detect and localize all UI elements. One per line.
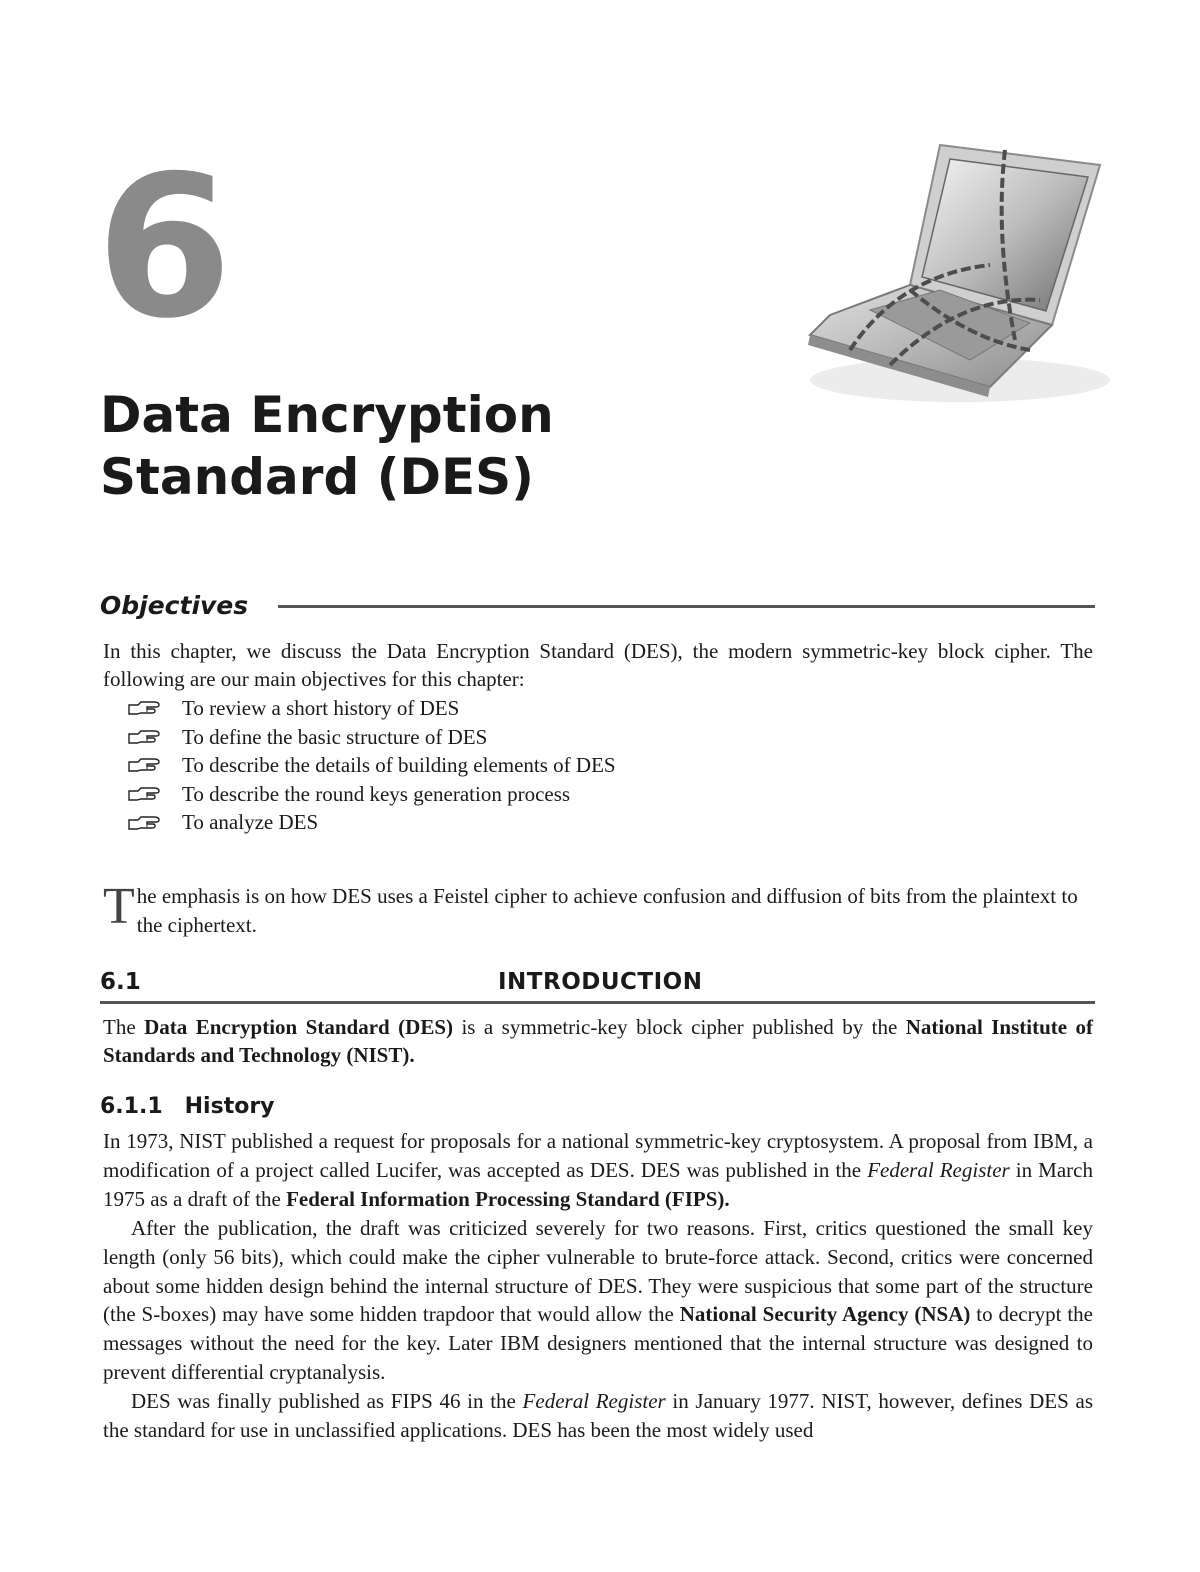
section-title: INTRODUCTION (498, 969, 703, 995)
subsection-number: 6.1.1 (100, 1094, 163, 1119)
text-run: DES was finally published as FIPS 46 in the (131, 1389, 523, 1413)
italic-term: Federal Register (867, 1158, 1010, 1182)
section-intro (103, 1013, 1093, 1069)
section-number: 6.1 (100, 969, 141, 995)
bold-term: Federal Information Processing Standard (FIPS). (286, 1187, 730, 1211)
objectives-list (128, 694, 616, 837)
text-run: After the publication, the draft was criticized severely for two reasons. First, critics questioned the small key length (only 56 bits), which could make the cipher vulnerable to brute-force attack. Second, critics were concerned about some hidden design behind the internal structure of DES. They were suspicious that some part of the structure (the S-boxes) may have some hidden trapdoor that would allow the (103, 1216, 1093, 1327)
pointing-hand-icon (128, 816, 160, 830)
history-paragraph-1 (103, 1127, 1093, 1214)
objectives-rule (278, 605, 1095, 608)
italic-term: Federal Register (522, 1389, 666, 1413)
text-run: to decrypt the messages without the need for the key. Later IBM designers mentioned that the internal structure was designed to prevent differential cryptanalysis. (103, 1302, 1093, 1384)
emphasis-text: he emphasis is on how DES uses a Feistel cipher to achieve confusion and diffusion of bits from the plaintext to the ciphertext. (136, 884, 1078, 937)
text-run: is a symmetric-key block cipher published by the (453, 1015, 906, 1039)
chapter-number: 6 (96, 134, 233, 362)
text-run: in March 1975 as a draft of the (103, 1158, 1093, 1211)
bold-term: National Institute of Standards and Technology (NIST). (103, 1015, 1093, 1067)
chained-laptop-icon (790, 125, 1120, 410)
objective-text: To describe the round keys generation process (182, 781, 571, 806)
bold-term: National Security Agency (NSA) (679, 1302, 971, 1327)
section-rule (100, 1001, 1095, 1004)
chapter-title-line1: Data Encryption (100, 386, 554, 444)
history-paragraph-2 (103, 1214, 1093, 1387)
list-item (128, 694, 616, 723)
chapter-title (100, 384, 554, 508)
bold-term: Data Encryption Standard (DES) (144, 1015, 453, 1039)
pointing-hand-icon (128, 730, 160, 744)
pointing-hand-icon (128, 787, 160, 801)
subsection-title: History (184, 1094, 275, 1119)
list-item (128, 723, 616, 752)
objective-text: To describe the details of building elements of DES (182, 753, 616, 778)
list-item (128, 808, 616, 837)
subsection-heading (100, 1094, 275, 1119)
objective-text: To analyze DES (182, 810, 319, 835)
text-run: In 1973, NIST published a request for proposals for a national symmetric-key cryptosystem. A proposal from IBM, a modification of a project called Lucifer, was accepted as DES. DES was published in the (103, 1129, 1093, 1182)
history-paragraph-3 (103, 1387, 1093, 1445)
drop-cap: T (103, 878, 135, 935)
objectives-heading (100, 588, 1095, 622)
text-run: The (103, 1015, 145, 1039)
objective-text: To review a short history of DES (182, 696, 460, 720)
list-item (128, 780, 616, 809)
emphasis-paragraph (103, 878, 1093, 940)
objectives-intro: In this chapter, we discuss the Data Encryption Standard (DES), the modern symmetric-key block cipher. The following are our main objectives for this chapter: (103, 639, 1093, 691)
objective-text: To define the basic structure of DES (182, 724, 488, 749)
text-run: in January 1977. NIST, however, defines DES as the standard for use in unclassified applications. DES has been the most widely used (103, 1389, 1093, 1442)
pointing-hand-icon (128, 701, 160, 715)
objectives-label: Objectives (100, 590, 249, 620)
pointing-hand-icon (128, 758, 160, 772)
list-item (128, 751, 616, 780)
chapter-title-line2: Standard (DES) (100, 448, 535, 506)
section-heading (100, 966, 1095, 996)
